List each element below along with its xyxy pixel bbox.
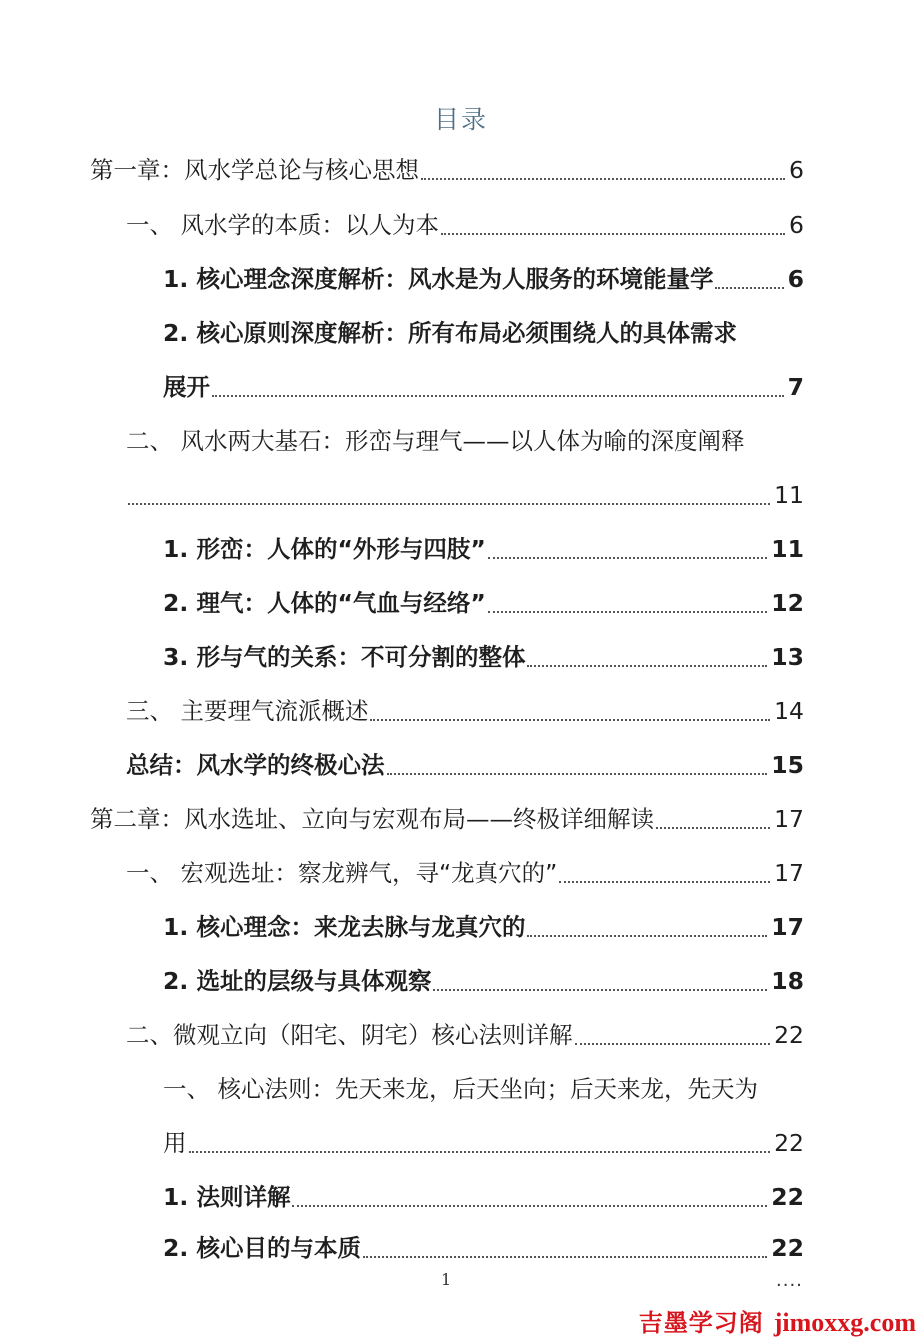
toc-entry-label: 1. 形峦：人体的“外形与四肢”: [163, 535, 486, 563]
leader-dots: [527, 665, 767, 667]
toc-entry-section[interactable]: [126, 205, 804, 245]
toc-entry-subsection[interactable]: [163, 583, 804, 623]
leader-dots: [363, 1256, 767, 1258]
leader-dots: [575, 1043, 771, 1045]
toc-entry-label: 1. 核心理念：来龙去脉与龙真穴的: [163, 913, 526, 941]
watermark-url: jimoxxg.com: [773, 1308, 916, 1337]
leader-dots: [527, 935, 767, 937]
toc-entry-label: 第一章：风水学总论与核心思想: [90, 156, 419, 184]
leader-dots: [559, 881, 770, 883]
leader-dots: [488, 557, 767, 559]
toc-entry-page: 22: [771, 1183, 804, 1211]
toc-entry-label: 总结：风水学的终极心法: [126, 751, 385, 779]
toc-entry-page: 17: [774, 805, 804, 833]
toc-title: 目录: [433, 105, 488, 134]
toc-entry-subsection[interactable]: [163, 1228, 804, 1268]
toc-entry-page: 7: [787, 373, 804, 401]
toc-entry-subsection[interactable]: [163, 259, 804, 299]
toc-entry-page: 13: [771, 643, 804, 671]
toc-entry-label: 一、 宏观选址：察龙辨气，寻“龙真穴的”: [126, 859, 558, 887]
toc-entry-label: 2. 选址的层级与具体观察: [163, 967, 432, 995]
toc-entry-page: 22: [774, 1021, 804, 1049]
footer-dots: ....: [776, 1270, 803, 1291]
toc-entry-page: 6: [789, 211, 804, 239]
leader-dots: [128, 503, 770, 505]
toc-entry-page: 6: [789, 156, 804, 184]
toc-entry-page: 22: [774, 1129, 804, 1157]
leader-dots: [212, 395, 784, 397]
toc-entry-subsection-label[interactable]: 一、 核心法则：先天来龙，后天坐向；后天来龙，先天为: [163, 1075, 758, 1103]
toc-entry-page: 17: [771, 913, 804, 941]
leader-dots: [488, 611, 767, 613]
toc-entry-chapter-1[interactable]: [90, 150, 804, 190]
leader-dots: [292, 1205, 767, 1207]
toc-entry-page: 11: [771, 535, 804, 563]
toc-entry-summary[interactable]: [126, 745, 804, 785]
toc-entry-label: 三、 主要理气流派概述: [126, 697, 369, 725]
toc-entry-page: 22: [771, 1234, 804, 1262]
leader-dots: [715, 287, 783, 289]
toc-entry-page: 15: [771, 751, 804, 779]
toc-entry-label: 一、 风水学的本质：以人为本: [126, 211, 439, 239]
toc-entry-subsection-label[interactable]: 2. 核心原则深度解析：所有布局必须围绕人的具体需求: [163, 319, 737, 347]
toc-entry-section[interactable]: [126, 691, 804, 731]
toc-entry-subsection[interactable]: [163, 529, 804, 569]
watermark-name: 吉墨学习阁: [638, 1309, 764, 1337]
toc-entry-section-label[interactable]: 二、 风水两大基石：形峦与理气——以人体为喻的深度阐释: [126, 427, 745, 455]
toc-entry-page: 18: [771, 967, 804, 995]
toc-entry-subsection[interactable]: [163, 907, 804, 947]
toc-entry-label: 2. 核心目的与本质: [163, 1234, 361, 1262]
leader-dots: [387, 773, 768, 775]
leader-dots: [441, 233, 785, 235]
toc-entry-label: 二、微观立向（阳宅、阴宅）核心法则详解: [126, 1021, 573, 1049]
toc-entry-label: 1. 法则详解: [163, 1183, 291, 1211]
toc-entry-label: 3. 形与气的关系：不可分割的整体: [163, 643, 526, 671]
toc-entry-label: 展开: [163, 373, 210, 401]
toc-entry-subsection[interactable]: [163, 637, 804, 677]
toc-entry-page: 12: [771, 589, 804, 617]
toc-entry-subsection[interactable]: [163, 961, 804, 1001]
leader-dots: [656, 827, 770, 829]
toc-entry-section[interactable]: [126, 1015, 804, 1055]
leader-dots: [421, 178, 785, 180]
toc-entry-label: 2. 理气：人体的“气血与经络”: [163, 589, 486, 617]
leader-dots: [370, 719, 770, 721]
toc-entry-page: 14: [774, 697, 804, 725]
leader-dots: [189, 1151, 771, 1153]
toc-entry-label: 用: [163, 1129, 187, 1157]
toc-entry-subsection-continuation[interactable]: [163, 367, 804, 407]
leader-dots: [433, 989, 767, 991]
toc-entry-page: 6: [787, 265, 804, 293]
toc-entry-section-leader[interactable]: [128, 475, 804, 515]
toc-entry-subsection-continuation[interactable]: [163, 1123, 804, 1163]
toc-entry-page: 17: [774, 859, 804, 887]
toc-entry-subsection[interactable]: [163, 1177, 804, 1217]
toc-entry-label: 第二章：风水选址、立向与宏观布局——终极详细解读: [90, 805, 654, 833]
toc-entry-chapter-2[interactable]: [90, 799, 804, 839]
toc-entry-section[interactable]: [126, 853, 804, 893]
toc-entry-page: 11: [774, 481, 804, 509]
toc-entry-label: 1. 核心理念深度解析：风水是为人服务的环境能量学: [163, 265, 714, 293]
watermark: [639, 1303, 916, 1338]
page-number: 1: [441, 1270, 452, 1289]
